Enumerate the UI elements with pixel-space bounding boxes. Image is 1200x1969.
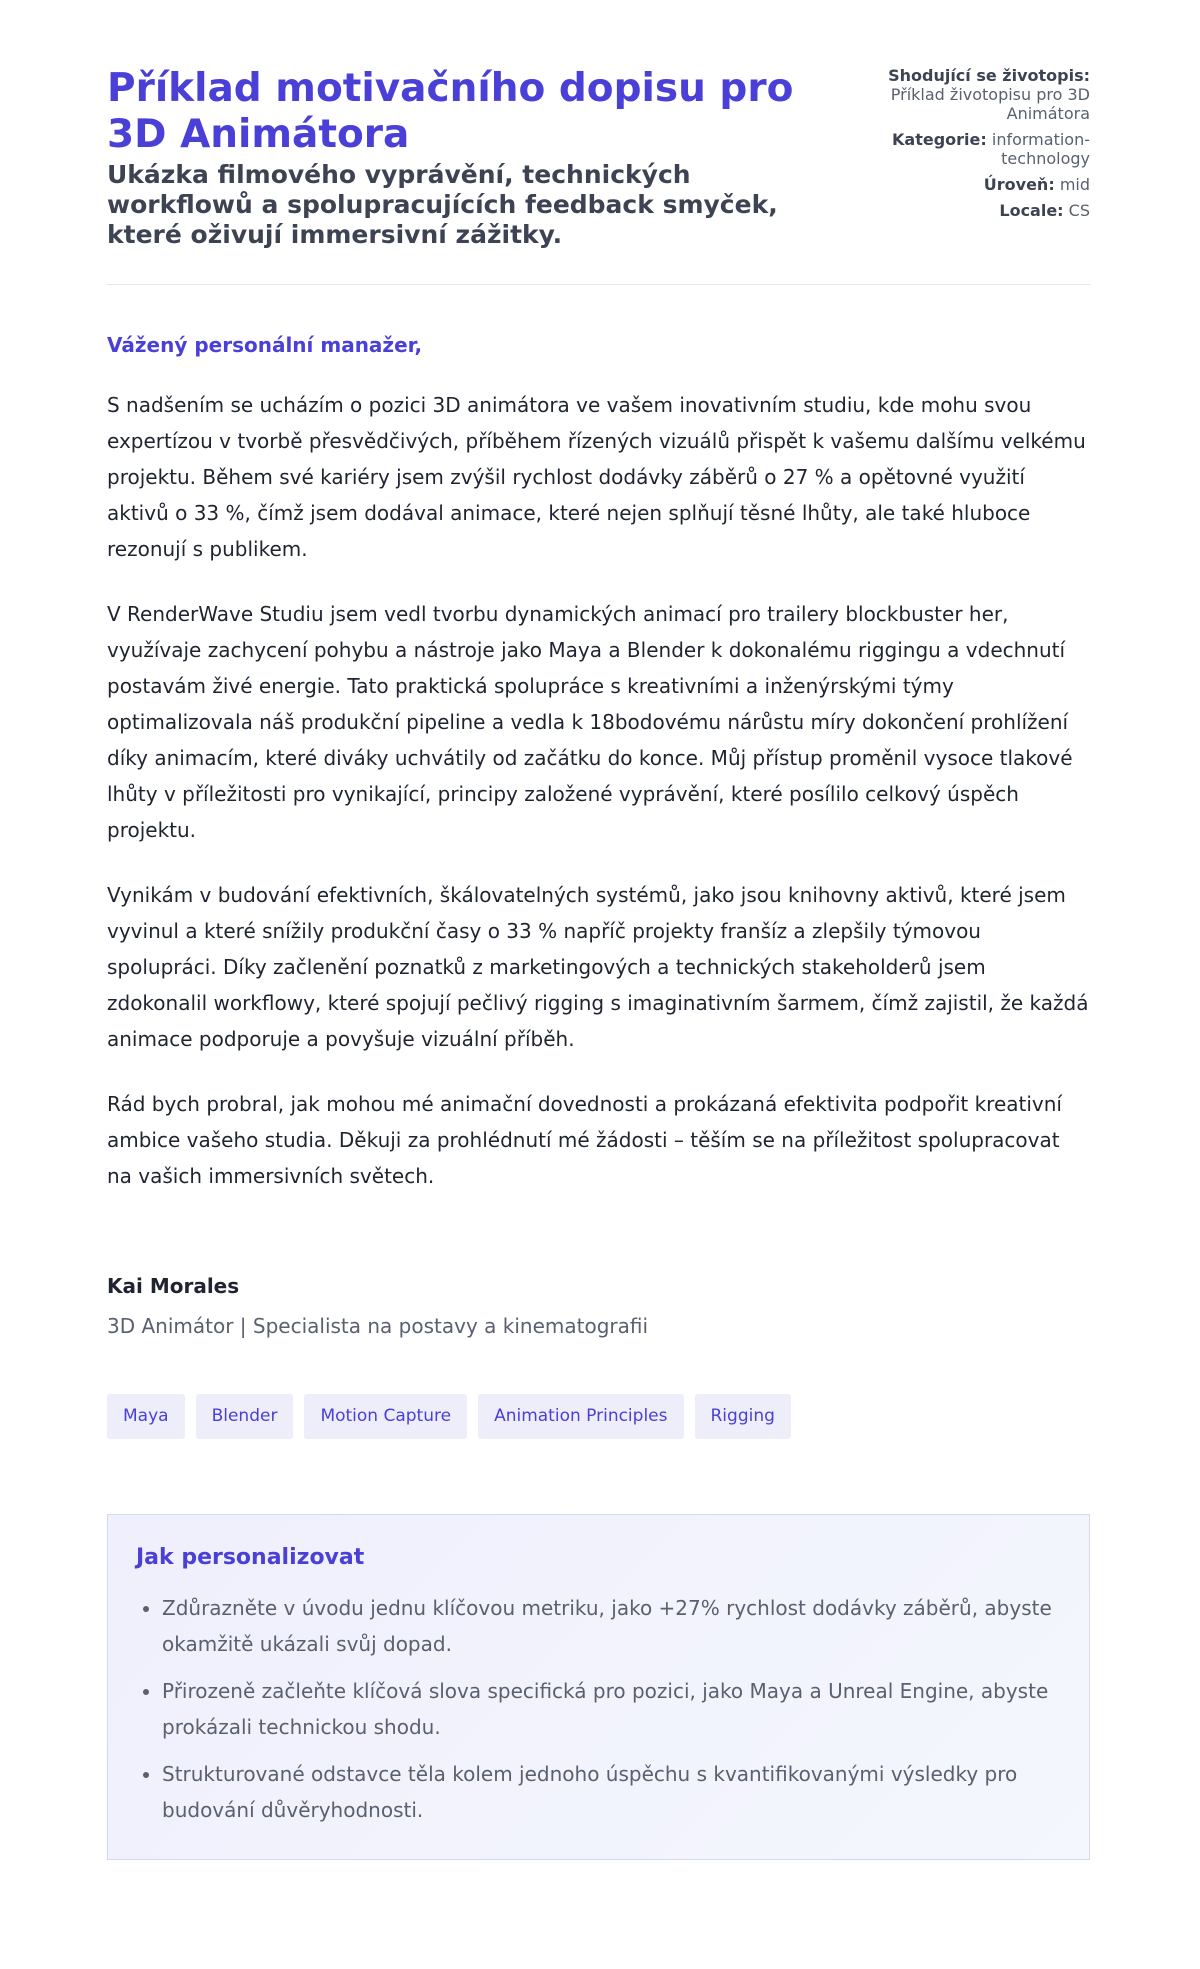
salutation: Vážený personální manažer, bbox=[107, 333, 423, 357]
meta-category-value: information-technology bbox=[991, 130, 1090, 168]
header-divider bbox=[107, 284, 1090, 285]
meta-locale-value: CS bbox=[1068, 201, 1090, 220]
personalize-tips-box bbox=[107, 1514, 1090, 1860]
tag-motion-capture[interactable]: Motion Capture bbox=[304, 1394, 467, 1439]
meta-level-label: Úroveň: bbox=[983, 175, 1055, 194]
meta-locale-label: Locale: bbox=[999, 201, 1064, 220]
meta-locale bbox=[840, 201, 1090, 220]
title-block bbox=[107, 66, 807, 250]
header bbox=[107, 66, 1090, 250]
tip-item: • Přirozeně začleňte klíčová slova specifická pro pozici, jako Maya a Unreal Engine, abyste prokázali technickou shodu. bbox=[162, 1673, 1059, 1745]
meta-panel bbox=[840, 66, 1090, 227]
tip-item: • Zdůrazněte v úvodu jednu klíčovou metriku, jako +27% rychlost dodávky záběrů, abyste okamžitě ukázali svůj dopad. bbox=[162, 1590, 1059, 1662]
meta-resume-link[interactable]: Příklad životopisu pro 3D Animátora bbox=[890, 85, 1090, 123]
meta-resume bbox=[840, 66, 1090, 123]
page-title: Příklad motivačního dopisu pro 3D Animátora bbox=[107, 66, 794, 157]
page-subtitle: Ukázka filmového vyprávění, technických workflowů a spolupracujících feedback smyček, které oživují immersivní zážitky. bbox=[107, 160, 778, 249]
meta-resume-label: Shodující se životopis: bbox=[888, 66, 1090, 85]
signature-name: Kai Morales bbox=[107, 1274, 240, 1298]
meta-category bbox=[840, 130, 1090, 168]
meta-level bbox=[840, 175, 1090, 194]
tips-list bbox=[136, 1590, 1059, 1828]
tag-maya[interactable]: Maya bbox=[107, 1394, 185, 1439]
tag-animation-principles[interactable]: Animation Principles bbox=[478, 1394, 683, 1439]
tag-blender[interactable]: Blender bbox=[196, 1394, 294, 1439]
skill-tags bbox=[107, 1394, 1090, 1439]
letter-paragraph: V RenderWave Studiu jsem vedl tvorbu dynamických animací pro trailery blockbuster her, využívaje zachycení pohybu a nástroje jako Maya a Blender k dokonalému riggingu a vdechnutí postavám živé energie. Tato praktická spolupráce s kreativními a inženýrskými týmy optimalizovala náš produkční pipeline a vedla k 18bodovému nárůstu míry dokončení prohlížení díky animacím, které diváky uchvátily od začátku do konce. Můj přístup proměnil vysoce tlakové lhůty v příležitosti pro vynikající, principy založené vyprávění, které posílilo celkový úspěch projektu. bbox=[107, 602, 1073, 842]
tip-item: • Strukturované odstavce těla kolem jednoho úspěchu s kvantifikovanými výsledky pro budování důvěryhodnosti. bbox=[162, 1756, 1059, 1828]
letter-paragraph: Rád bych probral, jak mohou mé animační dovednosti a prokázaná efektivita podpořit kreativní ambice vašeho studia. Děkuji za prohlédnutí mé žádosti – těším se na příležitost spolupracovat na vašich immersivních světech. bbox=[107, 1092, 1062, 1188]
meta-category-label: Kategorie: bbox=[892, 130, 987, 149]
meta-level-value: mid bbox=[1059, 175, 1090, 194]
letter-paragraph: S nadšením se ucházím o pozici 3D animátora ve vašem inovativním studiu, kde mohu svou expertízou v tvorbě přesvědčivých, příběhem řízených vizuálů přispět k vašemu dalšímu velkému projektu. Během své kariéry jsem zvýšil rychlost dodávky záběrů o 27 % a opětovné využití aktivů o 33 %, čímž jsem dodával animace, které nejen splňují těsné lhůty, ale také hluboce rezonují s publikem. bbox=[107, 393, 1086, 561]
signature-role: 3D Animátor | Specialista na postavy a kinematografii bbox=[107, 1314, 649, 1338]
tag-rigging[interactable]: Rigging bbox=[695, 1394, 791, 1439]
cover-letter-page bbox=[107, 66, 1090, 1860]
tips-title: Jak personalizovat bbox=[136, 1545, 365, 1570]
letter-paragraph: Vynikám v budování efektivních, škálovatelných systémů, jako jsou knihovny aktivů, které jsem vyvinul a které snížily produkční časy o 33 % napříč projekty franšíz a zlepšily týmovou spolupráci. Díky začlenění poznatků z marketingových a technických stakeholderů jsem zdokonalil workflowy, které spojují pečlivý rigging s imaginativním šarmem, čímž zajistil, že každá animace podporuje a povyšuje vizuální příběh. bbox=[107, 883, 1089, 1051]
